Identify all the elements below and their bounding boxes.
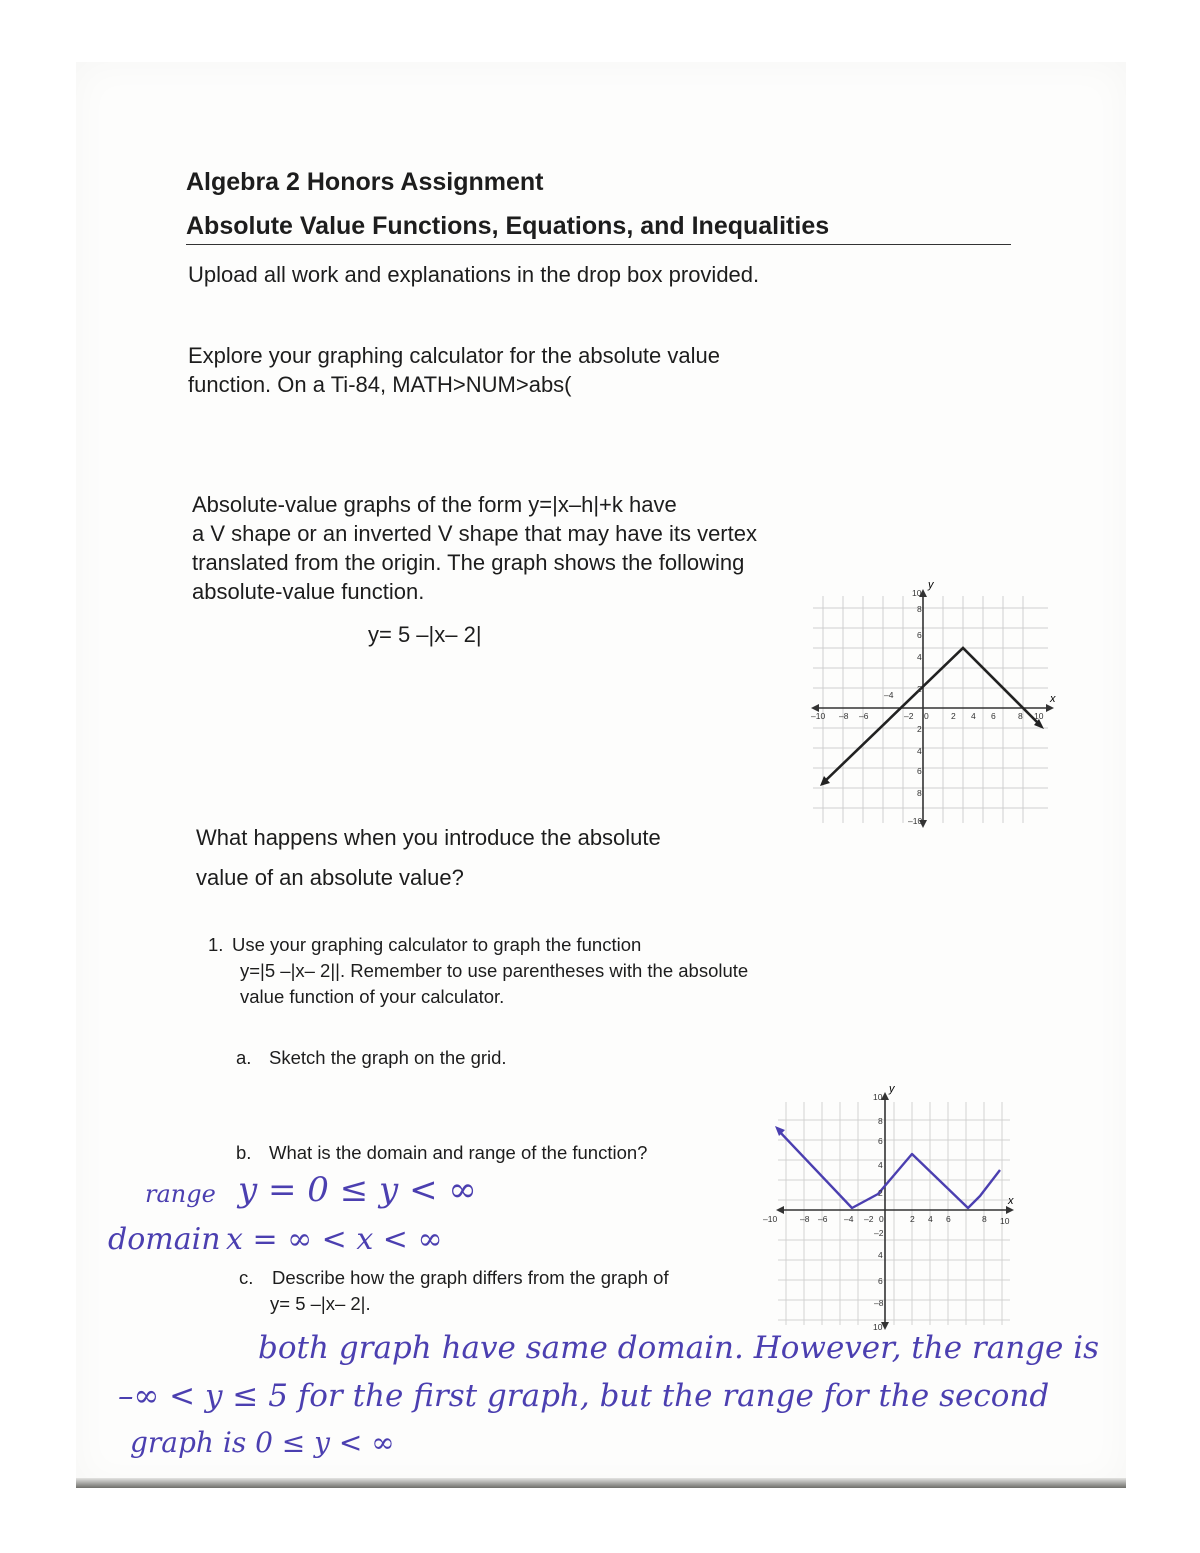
x-tick-label: –2 (904, 711, 914, 721)
y-tick-label: 10 (912, 588, 922, 598)
y-tick-label: 8 (878, 1116, 883, 1126)
extra-tick-label: –4 (884, 690, 894, 700)
handwritten-range-answer: y = 0 ≤ y < ∞ (238, 1170, 477, 1210)
graph-example (808, 578, 1058, 830)
y-tick-label: 4 (917, 652, 922, 662)
grid-lines (778, 1102, 1010, 1325)
x-axis-arrow (1006, 1206, 1014, 1214)
explore-line-1: Explore your graphing calculator for the absolute value (188, 343, 720, 368)
x-tick-label: –2 (864, 1214, 874, 1224)
x-tick-label: 10 (1034, 711, 1044, 721)
x-tick-label: –10 (811, 711, 826, 721)
page-subtitle: Absolute Value Functions, Equations, and Inequalities (186, 212, 830, 240)
x-axis-arrow-left (776, 1206, 784, 1214)
part-c-line-1: Describe how the graph differs from the graph of (272, 1267, 669, 1288)
y-tick-label: 10 (873, 1092, 883, 1102)
y-axis-label: y (928, 579, 934, 591)
title-divider (186, 244, 1011, 245)
x-tick-label: 2 (951, 711, 956, 721)
x-tick-label: 0 (879, 1214, 884, 1224)
part-c (239, 1265, 669, 1317)
x-tick-label: 0 (924, 711, 929, 721)
y-tick-label: 6 (917, 766, 922, 776)
sketched-curve (778, 1130, 1000, 1208)
y-tick-label: 10 (873, 1322, 883, 1332)
graph-sketch (760, 1080, 1022, 1332)
explanation-line-2: a V shape or an inverted V shape that may have its vertex (192, 521, 757, 546)
problem-line-2: y=|5 –|x– 2||. Remember to use parentheses with the absolute (240, 960, 749, 981)
x-axis-label: x (1050, 693, 1056, 705)
y-tick-label: 6 (878, 1276, 883, 1286)
handwritten-answer-line-3: graph is 0 ≤ y < ∞ (130, 1426, 395, 1459)
explore-line-2: function. On a Ti-84, MATH>NUM>abs( (188, 372, 572, 397)
y-tick-label: 2 (878, 1188, 883, 1198)
absolute-value-explanation (192, 490, 832, 606)
explanation-line-3: translated from the origin. The graph shows the following (192, 550, 745, 575)
page-title: Algebra 2 Honors Assignment (186, 168, 544, 196)
x-axis-label: x (1008, 1195, 1014, 1207)
handwritten-domain-label: domain (108, 1222, 221, 1257)
x-tick-label: 6 (946, 1214, 951, 1224)
explanation-line-1: Absolute-value graphs of the form y=|x–h|+k have (192, 492, 677, 517)
x-tick-label: 8 (1018, 711, 1023, 721)
guiding-question (196, 818, 756, 898)
x-tick-label: –8 (839, 711, 849, 721)
example-equation: y= 5 –|x– 2| (368, 622, 482, 647)
x-tick-label: 10 (1000, 1216, 1010, 1226)
x-tick-label: 4 (971, 711, 976, 721)
part-b-text: What is the domain and range of the function? (269, 1142, 648, 1163)
handwritten-range-label: range (145, 1180, 216, 1208)
x-tick-label: 8 (982, 1214, 987, 1224)
y-tick-label: –8 (874, 1298, 884, 1308)
x-tick-label: –4 (844, 1214, 854, 1224)
explore-instructions (188, 341, 828, 399)
x-tick-label: 2 (910, 1214, 915, 1224)
x-tick-label: –10 (763, 1214, 778, 1224)
y-tick-label: 6 (878, 1136, 883, 1146)
y-axis-label: y (889, 1083, 895, 1095)
problem-number: 1. (208, 934, 224, 955)
question-line-2: value of an absolute value? (196, 865, 464, 890)
y-tick-label: 2 (917, 684, 922, 694)
part-b (236, 1142, 647, 1164)
x-tick-label: –8 (800, 1214, 810, 1224)
part-c-line-2: y= 5 –|x– 2|. (270, 1293, 371, 1314)
handwritten-answer-line-2: –∞ < y ≤ 5 for the first graph, but the range for the second (118, 1378, 1050, 1414)
part-a (236, 1047, 507, 1069)
y-tick-label: 8 (917, 604, 922, 614)
x-tick-label: 4 (928, 1214, 933, 1224)
y-tick-label: –2 (874, 1228, 884, 1238)
y-tick-label: 4 (917, 746, 922, 756)
y-tick-label: 4 (878, 1250, 883, 1260)
part-a-label: a. (236, 1047, 252, 1068)
question-line-1: What happens when you introduce the absolute (196, 825, 661, 850)
problem-line-3: value function of your calculator. (240, 986, 505, 1007)
part-c-label: c. (239, 1267, 254, 1288)
handwritten-answer-line-1: both graph have same domain. However, the range is (258, 1330, 1100, 1366)
page-edge (76, 1478, 1126, 1488)
x-axis-arrow (1046, 704, 1054, 712)
problem-line-1: Use your graphing calculator to graph the function (232, 934, 642, 955)
part-b-label: b. (236, 1142, 252, 1163)
y-tick-label: 2 (917, 724, 922, 734)
grid-lines (813, 596, 1048, 823)
upload-note: Upload all work and explanations in the drop box provided. (188, 262, 760, 287)
y-tick-label: –10 (908, 816, 923, 826)
y-tick-label: 8 (917, 788, 922, 798)
y-tick-label: 4 (878, 1160, 883, 1170)
part-a-text: Sketch the graph on the grid. (269, 1047, 507, 1068)
x-tick-label: 6 (991, 711, 996, 721)
handwritten-domain-answer: x = ∞ < x < ∞ (226, 1222, 443, 1257)
explanation-line-4: absolute-value function. (192, 579, 425, 604)
x-tick-label: –6 (859, 711, 869, 721)
problem-1 (208, 932, 848, 1010)
x-tick-label: –6 (818, 1214, 828, 1224)
y-tick-label: 6 (917, 630, 922, 640)
